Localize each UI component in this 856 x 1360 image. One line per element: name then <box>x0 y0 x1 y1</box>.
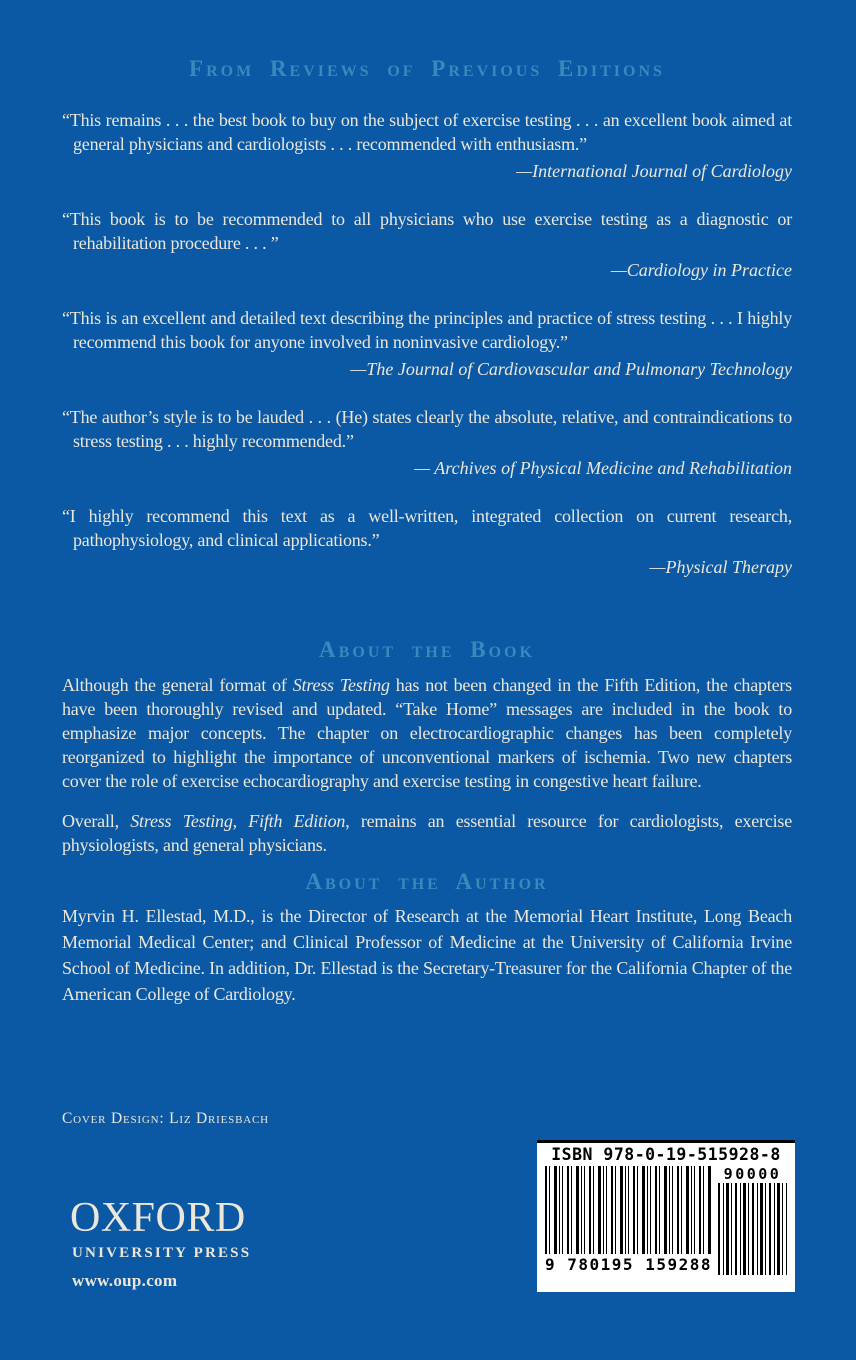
review-quote: “I highly recommend this text as a well-written, integrated collection on current research, pathophysiology, and clinical applications.” <box>62 506 792 550</box>
review-source: —The Journal of Cardiovascular and Pulmonary Technology <box>350 359 792 379</box>
review-quote: “The author’s style is to be lauded . . . (He) states clearly the absolute, relative, and contraindications to stress testing . . . highly recommended.” <box>62 407 792 451</box>
cover-design-credit: Cover Design: Liz Driesbach <box>62 1110 269 1127</box>
review-quote: “This book is to be recommended to all physicians who use exercise testing as a diagnostic or rehabilitation procedure . . . ” <box>62 209 792 253</box>
publisher-logo-block <box>70 1196 251 1291</box>
paragraph-text: Although the general format of <box>62 675 293 695</box>
cover-content <box>0 54 856 1007</box>
review-source: —Physical Therapy <box>649 557 792 577</box>
paragraph-text: has not been changed in the Fifth Edition, the chapters have been thoroughly revised and updated. “Take Home” messages are included in the book to emphasize major concepts. The chapter on electrocardiographic changes has been completely reorganized to highlight the importance of unconventional markers of ischemia. Two new chapters cover the role of exercise echocardiography and exercise testing in congestive heart failure. <box>62 675 792 791</box>
isbn-barcode-box <box>537 1140 795 1292</box>
addon-barcode-bars <box>718 1183 787 1275</box>
review-item <box>62 306 792 381</box>
publisher-website: www.oup.com <box>72 1271 178 1290</box>
book-title-italic: Stress Testing <box>292 675 390 695</box>
ean-digits: 9 780195 159288 <box>545 1255 712 1274</box>
oxford-logo: OXFORD <box>70 1195 246 1241</box>
review-source: —Cardiology in Practice <box>610 260 792 280</box>
ean-barcode-bars <box>545 1166 712 1254</box>
review-item <box>62 504 792 579</box>
addon-digits: 90000 <box>723 1165 782 1183</box>
review-source: —International Journal of Cardiology <box>516 161 792 181</box>
about-book-heading: About the Book <box>319 637 535 662</box>
paragraph-text: , remains an essential resource for cardiologists, exercise physiologists, and general physicians. <box>62 811 792 855</box>
ean-barcode-column <box>545 1166 712 1275</box>
review-item <box>62 405 792 480</box>
isbn-number: ISBN 978-0-19-515928-8 <box>551 1145 781 1164</box>
review-item <box>62 108 792 183</box>
review-source: — Archives of Physical Medicine and Rehabilitation <box>414 458 792 478</box>
review-quote: “This is an excellent and detailed text describing the principles and practice of stress testing . . . I highly recommend this book for anyone involved in noninvasive cardiology.” <box>62 308 792 352</box>
university-press-label: UNIVERSITY PRESS <box>72 1245 252 1261</box>
about-author-paragraph: Myrvin H. Ellestad, M.D., is the Director of Research at the Memorial Heart Institute, Long Beach Memorial Medical Center; and Clinical Professor of Medicine at the University of California Irvine School of Medicine. In addition, Dr. Ellestad is the Secretary-Treasurer for the California Chapter of the American College of Cardiology. <box>62 906 792 1004</box>
reviews-section-heading: From Reviews of Previous Editions <box>189 56 665 81</box>
review-quote: “This remains . . . the best book to buy on the subject of exercise testing . . . an excellent book aimed at general physicians and cardiologists . . . recommended with enthusiasm.” <box>62 110 792 154</box>
paragraph-text: Overall, <box>62 811 131 831</box>
about-author-heading: About the Author <box>305 869 549 894</box>
about-book-paragraph-1 <box>62 673 792 793</box>
book-title-italic: Stress Testing, Fifth Edition <box>130 811 346 831</box>
review-item <box>62 207 792 282</box>
addon-barcode-column <box>718 1166 787 1275</box>
barcode-row <box>545 1166 787 1275</box>
about-book-paragraph-2 <box>62 809 792 857</box>
